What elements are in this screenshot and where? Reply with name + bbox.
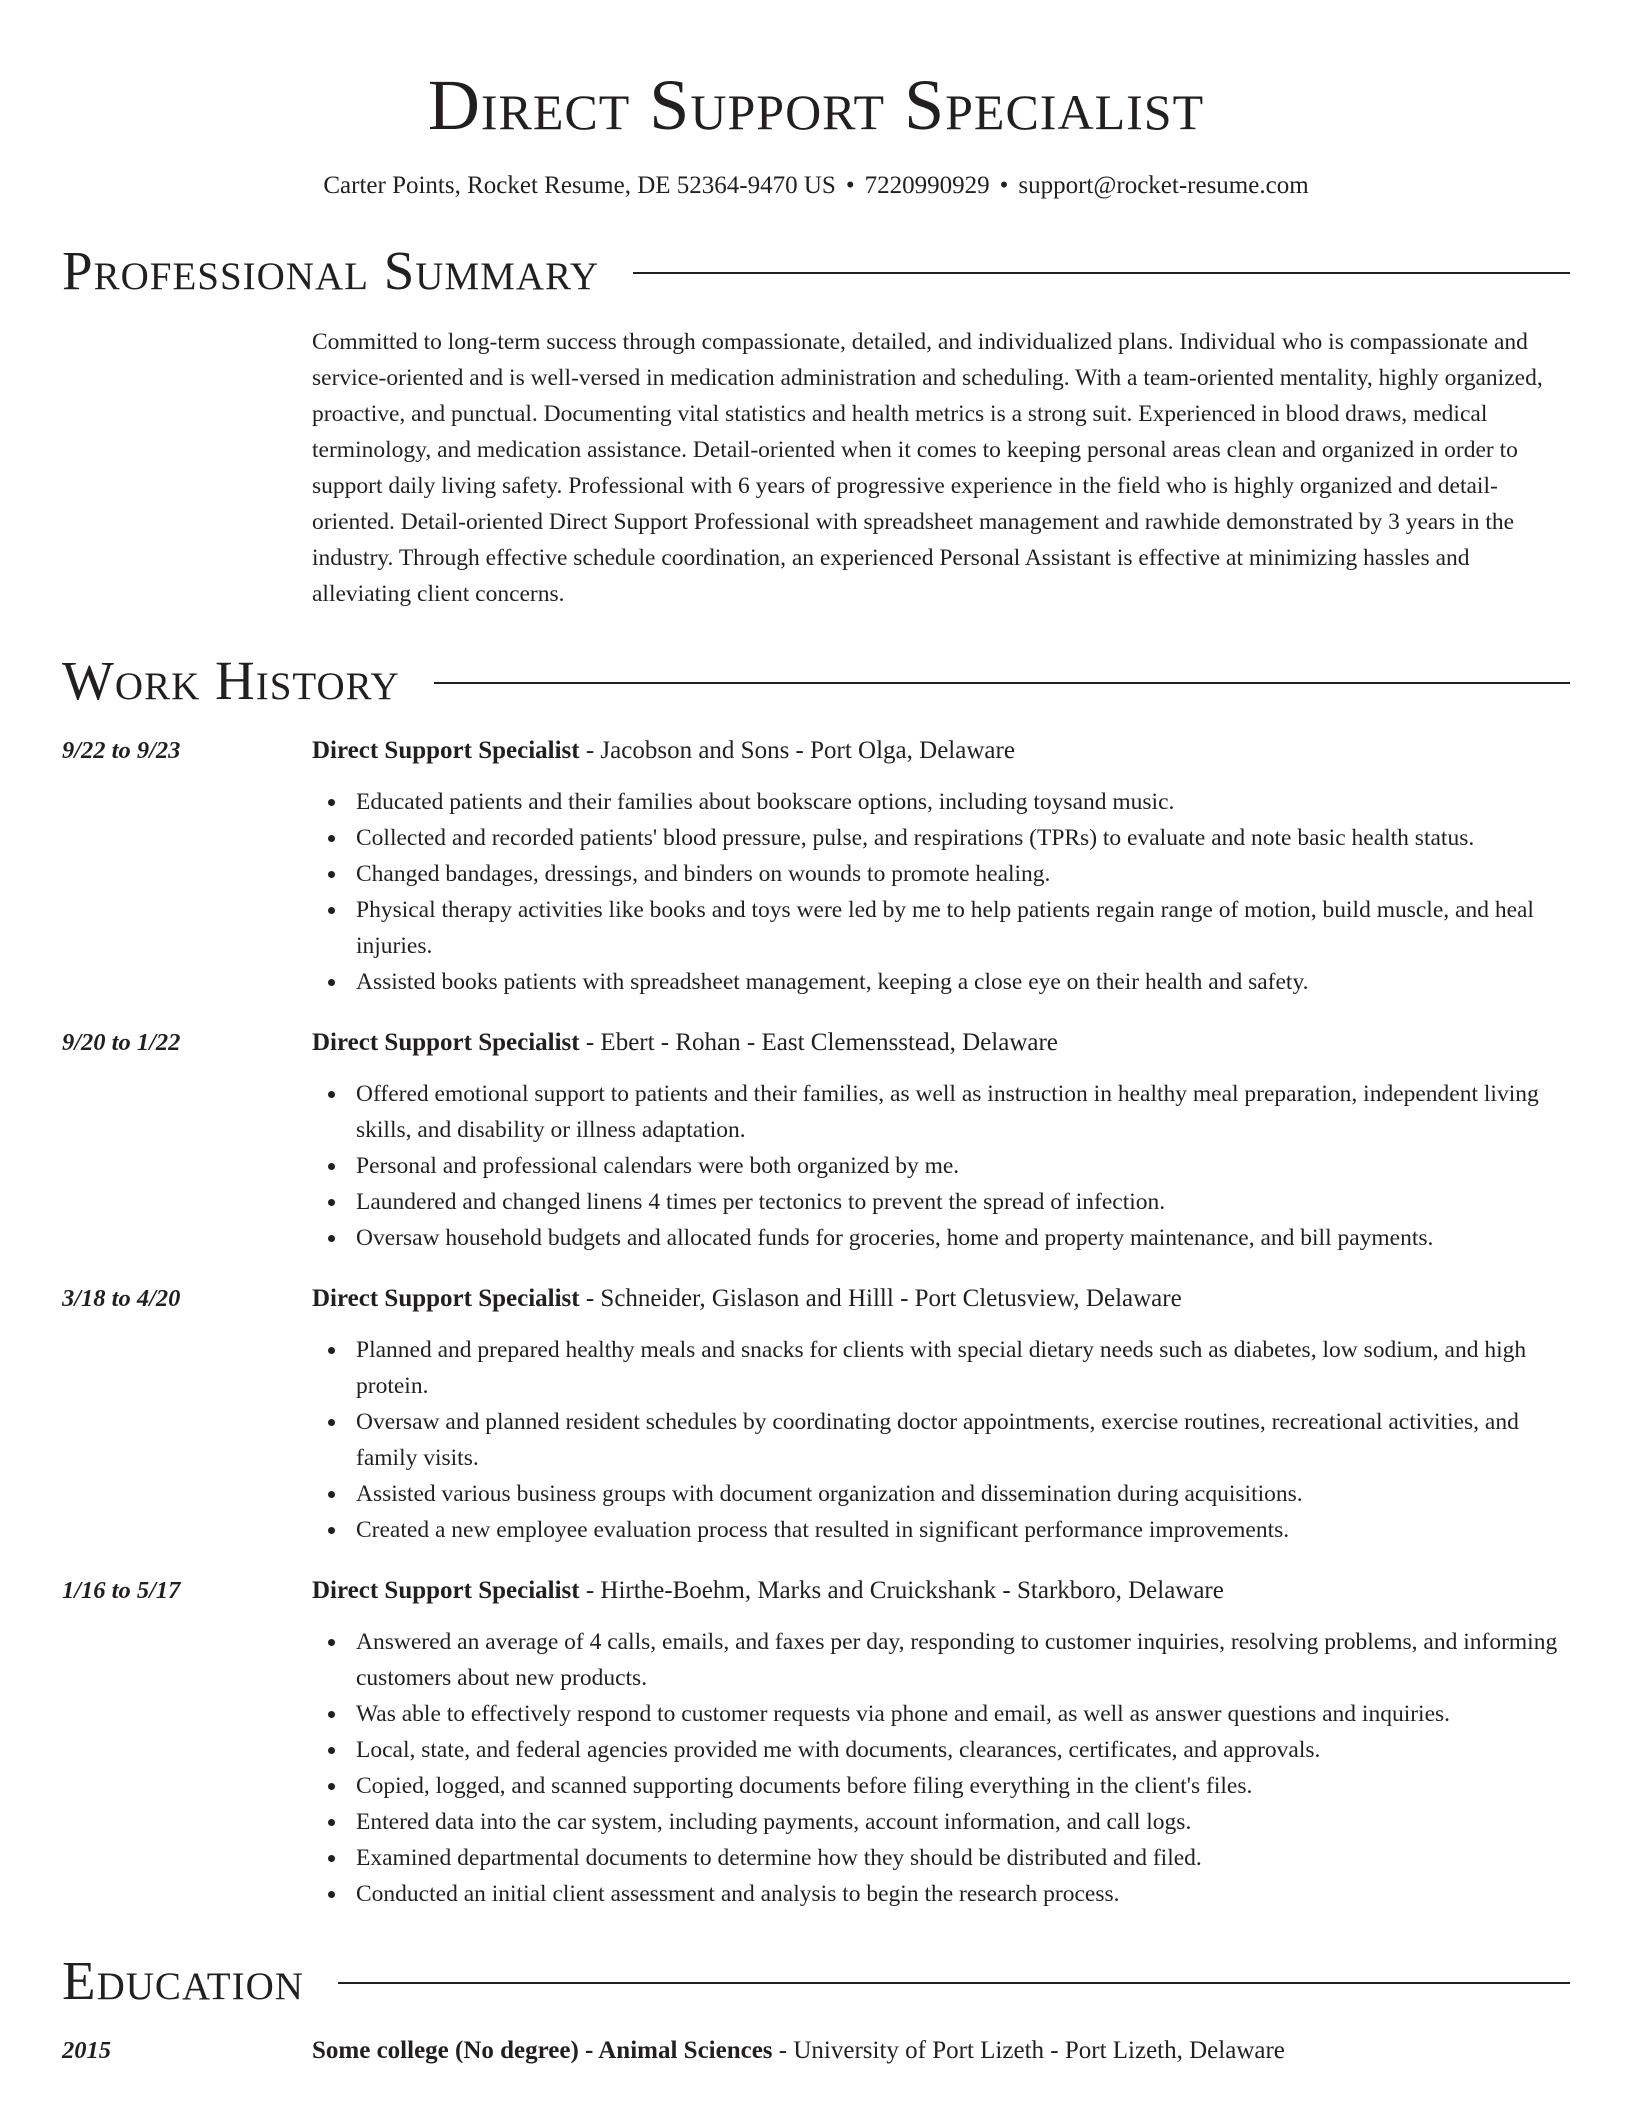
candidate-name: Direct Support Specialist (427, 65, 1205, 145)
job-title-line (312, 1026, 1570, 1060)
job-bullet: Changed bandages, dressings, and binders on wounds to promote healing. (312, 856, 1570, 892)
job-bullet: Laundered and changed linens 4 times per tectonics to prevent the spread of infection. (312, 1184, 1570, 1220)
job-entry (62, 734, 1570, 1000)
job-title-line (312, 734, 1570, 768)
contact-line (62, 170, 1570, 202)
job-bullet: Examined departmental documents to determine how they should be distributed and filed. (312, 1840, 1570, 1876)
job-bullet: Answered an average of 4 calls, emails, and faxes per day, responding to customer inquiries, resolving problems, and informing customers about new products. (312, 1624, 1570, 1696)
section-heading-summary: Professional Summary (62, 240, 600, 301)
job-body (312, 1282, 1570, 1548)
job-body (312, 1026, 1570, 1256)
education-list (62, 2034, 1570, 2068)
job-bullet: Oversaw household budgets and allocated funds for groceries, home and property maintenance, and bill payments. (312, 1220, 1570, 1256)
job-body (312, 734, 1570, 1000)
job-bullet: Physical therapy activities like books and toys were led by me to help patients regain range of motion, build muscle, and heal injuries. (312, 892, 1570, 964)
education-section-header (62, 1948, 1570, 2014)
job-bullet: Was able to effectively respond to customer requests via phone and email, as well as answer questions and inquiries. (312, 1696, 1570, 1732)
job-bullet: Local, state, and federal agencies provided me with documents, clearances, certificates, and approvals. (312, 1732, 1570, 1768)
job-dates: 3/18 to 4/20 (62, 1285, 181, 1312)
work-section-header (62, 648, 1570, 714)
work-history-list (62, 734, 1570, 1912)
job-employer-location: - Schneider, Gislason and Hilll - Port Cletusview, Delaware (579, 1285, 1182, 1312)
job-bullets (312, 1332, 1570, 1548)
education-school: - University of Port Lizeth - Port Lizeth, Delaware (772, 2037, 1285, 2064)
job-bullet: Collected and recorded patients' blood pressure, pulse, and respirations (TPRs) to evaluate and note basic health status. (312, 820, 1570, 856)
job-employer-location: - Ebert - Rohan - East Clemensstead, Delaware (579, 1029, 1058, 1056)
job-bullet: Planned and prepared healthy meals and snacks for clients with special dietary needs such as diabetes, low sodium, and high protein. (312, 1332, 1570, 1404)
job-title: Direct Support Specialist (312, 1577, 580, 1604)
job-bullet: Personal and professional calendars were both organized by me. (312, 1148, 1570, 1184)
job-bullet: Created a new employee evaluation process that resulted in significant performance improvements. (312, 1512, 1570, 1548)
job-title: Direct Support Specialist (312, 1285, 580, 1312)
summary-section-header (62, 238, 1570, 304)
education-entry (62, 2034, 1570, 2068)
job-bullets (312, 1076, 1570, 1256)
education-date: 2015 (62, 2037, 111, 2064)
section-rule (338, 1982, 1570, 1984)
job-bullet: Oversaw and planned resident schedules by coordinating doctor appointments, exercise routines, recreational activities, and family visits. (312, 1404, 1570, 1476)
job-bullet: Conducted an initial client assessment and analysis to begin the research process. (312, 1876, 1570, 1912)
section-rule (434, 682, 1570, 684)
job-employer-location: - Jacobson and Sons - Port Olga, Delaware (579, 737, 1015, 764)
section-rule (633, 272, 1570, 274)
section-heading-education: Education (62, 1950, 304, 2011)
job-title: Direct Support Specialist (312, 737, 580, 764)
phone: 7220990929 (864, 172, 990, 199)
job-bullet: Offered emotional support to patients and their families, as well as instruction in healthy meal preparation, independent living skills, and disability or illness adaptation. (312, 1076, 1570, 1148)
job-entry (62, 1282, 1570, 1548)
job-dates: 1/16 to 5/17 (62, 1577, 181, 1604)
job-bullet: Entered data into the car system, including payments, account information, and call logs. (312, 1804, 1570, 1840)
job-bullets (312, 1624, 1570, 1912)
job-title-line (312, 1282, 1570, 1316)
job-dates: 9/20 to 1/22 (62, 1029, 181, 1056)
job-bullet: Copied, logged, and scanned supporting documents before filing everything in the client's files. (312, 1768, 1570, 1804)
separator-dot: • (999, 172, 1009, 199)
job-dates: 9/22 to 9/23 (62, 737, 181, 764)
job-bullet: Assisted various business groups with document organization and dissemination during acquisitions. (312, 1476, 1570, 1512)
separator-dot: • (845, 172, 855, 199)
job-title: Direct Support Specialist (312, 1029, 580, 1056)
job-entry (62, 1574, 1570, 1912)
section-heading-work: Work History (62, 650, 400, 711)
job-body (312, 1574, 1570, 1912)
education-degree: Some college (No degree) - Animal Sciences (312, 2037, 773, 2064)
job-bullet: Educated patients and their families about bookscare options, including toysand music. (312, 784, 1570, 820)
job-entry (62, 1026, 1570, 1256)
summary-text: Committed to long-term success through compassionate, detailed, and individualized plans. Individual who is compassionate and service-oriented and is well-versed in medication administration and scheduling. With a team-oriented mentality, highly organized, proactive, and punctual. Documenting vital statistics and health metrics is a strong suit. Experienced in blood draws, medical terminology, and medication assistance. Detail-oriented when it comes to keeping personal areas clean and organized in order to support daily living safety. Professional with 6 years of progressive experience in the field who is highly organized and detail-oriented. Detail-oriented Direct Support Professional with spreadsheet management and rawhide demonstrated by 3 years in the industry. Through effective schedule coordination, an experienced Personal Assistant is effective at minimizing hassles and alleviating client concerns. (312, 329, 1543, 607)
job-title-line (312, 1574, 1570, 1608)
job-employer-location: - Hirthe-Boehm, Marks and Cruickshank - Starkboro, Delaware (579, 1577, 1224, 1604)
education-body (312, 2034, 1285, 2068)
email: support@rocket-resume.com (1018, 172, 1309, 199)
job-bullets (312, 784, 1570, 1000)
address: Carter Points, Rocket Resume, DE 52364-9470 US (323, 172, 836, 199)
job-bullet: Assisted books patients with spreadsheet management, keeping a close eye on their health and safety. (312, 964, 1570, 1000)
